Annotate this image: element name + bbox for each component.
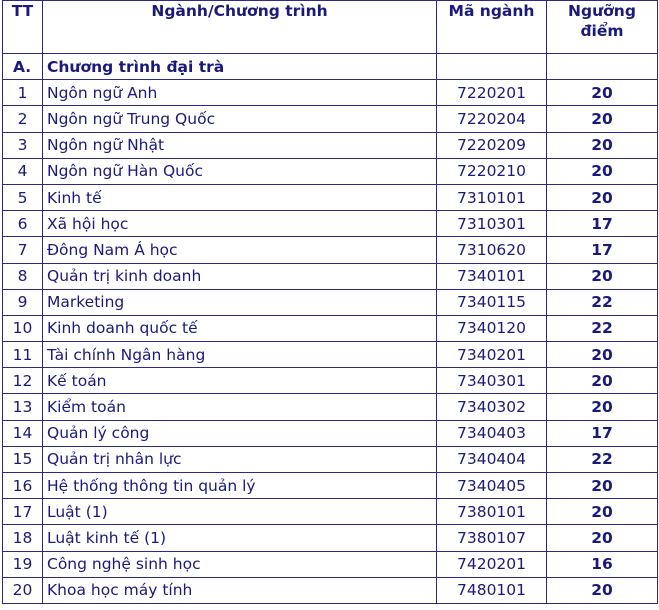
table-row bbox=[3, 184, 658, 210]
row-program-name: Luật (1) bbox=[43, 499, 437, 525]
row-score: 20 bbox=[547, 80, 658, 106]
row-program-name: Kiểm toán bbox=[43, 394, 437, 420]
row-tt: 4 bbox=[3, 158, 43, 184]
section-title: Chương trình đại trà bbox=[43, 54, 437, 80]
row-score: 20 bbox=[547, 473, 658, 499]
table-row bbox=[3, 551, 658, 577]
row-tt: 2 bbox=[3, 106, 43, 132]
section-empty-code bbox=[437, 54, 547, 80]
row-tt: 12 bbox=[3, 368, 43, 394]
row-program-name: Công nghệ sinh học bbox=[43, 551, 437, 577]
table-row bbox=[3, 237, 658, 263]
row-tt: 10 bbox=[3, 315, 43, 341]
row-program-code: 7340120 bbox=[437, 315, 547, 341]
header-program: Ngành/Chương trình bbox=[43, 1, 437, 54]
row-tt: 18 bbox=[3, 525, 43, 551]
row-program-code: 7220209 bbox=[437, 132, 547, 158]
table-row bbox=[3, 525, 658, 551]
row-program-code: 7220210 bbox=[437, 158, 547, 184]
row-score: 20 bbox=[547, 106, 658, 132]
row-program-code: 7480101 bbox=[437, 577, 547, 603]
table-header-row bbox=[3, 1, 658, 54]
row-program-code: 7310101 bbox=[437, 184, 547, 210]
row-program-code: 7340101 bbox=[437, 263, 547, 289]
row-score: 22 bbox=[547, 446, 658, 472]
header-tt: TT bbox=[3, 1, 43, 54]
row-tt: 17 bbox=[3, 499, 43, 525]
row-program-code: 7220201 bbox=[437, 80, 547, 106]
row-program-name: Ngôn ngữ Hàn Quốc bbox=[43, 158, 437, 184]
row-program-name: Quản trị nhân lực bbox=[43, 446, 437, 472]
row-program-code: 7340404 bbox=[437, 446, 547, 472]
row-score: 20 bbox=[547, 368, 658, 394]
table-row bbox=[3, 289, 658, 315]
row-program-code: 7340403 bbox=[437, 420, 547, 446]
row-program-code: 7340405 bbox=[437, 473, 547, 499]
row-program-code: 7340201 bbox=[437, 342, 547, 368]
row-score: 20 bbox=[547, 132, 658, 158]
table-row bbox=[3, 368, 658, 394]
row-program-name: Marketing bbox=[43, 289, 437, 315]
header-score-line2: điểm bbox=[580, 22, 624, 40]
row-score: 17 bbox=[547, 420, 658, 446]
admission-score-table bbox=[2, 0, 658, 604]
row-tt: 5 bbox=[3, 184, 43, 210]
row-program-name: Ngôn ngữ Nhật bbox=[43, 132, 437, 158]
table-row bbox=[3, 211, 658, 237]
row-tt: 20 bbox=[3, 577, 43, 603]
row-tt: 14 bbox=[3, 420, 43, 446]
row-score: 20 bbox=[547, 158, 658, 184]
row-tt: 9 bbox=[3, 289, 43, 315]
row-score: 17 bbox=[547, 211, 658, 237]
row-score: 20 bbox=[547, 394, 658, 420]
row-score: 17 bbox=[547, 237, 658, 263]
table-row bbox=[3, 80, 658, 106]
row-score: 22 bbox=[547, 315, 658, 341]
row-score: 22 bbox=[547, 289, 658, 315]
row-score: 20 bbox=[547, 184, 658, 210]
row-score: 20 bbox=[547, 525, 658, 551]
row-program-name: Kinh doanh quốc tế bbox=[43, 315, 437, 341]
table-row bbox=[3, 420, 658, 446]
row-program-name: Tài chính Ngân hàng bbox=[43, 342, 437, 368]
table-row bbox=[3, 158, 658, 184]
table-row bbox=[3, 263, 658, 289]
row-program-name: Quản trị kinh doanh bbox=[43, 263, 437, 289]
row-program-name: Đông Nam Á học bbox=[43, 237, 437, 263]
row-program-name: Kế toán bbox=[43, 368, 437, 394]
section-empty-score bbox=[547, 54, 658, 80]
row-program-code: 7220204 bbox=[437, 106, 547, 132]
row-program-name: Hệ thống thông tin quản lý bbox=[43, 473, 437, 499]
row-program-code: 7420201 bbox=[437, 551, 547, 577]
row-program-name: Ngôn ngữ Trung Quốc bbox=[43, 106, 437, 132]
row-tt: 11 bbox=[3, 342, 43, 368]
section-row bbox=[3, 54, 658, 80]
table-row bbox=[3, 315, 658, 341]
row-program-name: Kinh tế bbox=[43, 184, 437, 210]
row-program-code: 7310301 bbox=[437, 211, 547, 237]
table-row bbox=[3, 499, 658, 525]
row-score: 20 bbox=[547, 577, 658, 603]
row-tt: 13 bbox=[3, 394, 43, 420]
row-program-name: Luật kinh tế (1) bbox=[43, 525, 437, 551]
row-tt: 8 bbox=[3, 263, 43, 289]
row-program-code: 7340301 bbox=[437, 368, 547, 394]
row-score: 16 bbox=[547, 551, 658, 577]
row-program-name: Xã hội học bbox=[43, 211, 437, 237]
row-program-code: 7380101 bbox=[437, 499, 547, 525]
row-tt: 1 bbox=[3, 80, 43, 106]
row-program-name: Khoa học máy tính bbox=[43, 577, 437, 603]
table-row bbox=[3, 577, 658, 603]
row-score: 20 bbox=[547, 499, 658, 525]
header-code: Mã ngành bbox=[437, 1, 547, 54]
row-program-name: Ngôn ngữ Anh bbox=[43, 80, 437, 106]
row-tt: 3 bbox=[3, 132, 43, 158]
row-tt: 6 bbox=[3, 211, 43, 237]
row-tt: 7 bbox=[3, 237, 43, 263]
table-row bbox=[3, 342, 658, 368]
header-score-line1: Ngưỡng bbox=[568, 2, 636, 20]
header-score bbox=[547, 1, 658, 54]
row-tt: 16 bbox=[3, 473, 43, 499]
table-row bbox=[3, 106, 658, 132]
table-row bbox=[3, 394, 658, 420]
table-row bbox=[3, 473, 658, 499]
row-program-code: 7340115 bbox=[437, 289, 547, 315]
row-program-code: 7310620 bbox=[437, 237, 547, 263]
row-score: 20 bbox=[547, 263, 658, 289]
row-score: 20 bbox=[547, 342, 658, 368]
section-label: A. bbox=[3, 54, 43, 80]
row-tt: 19 bbox=[3, 551, 43, 577]
table-row bbox=[3, 132, 658, 158]
row-tt: 15 bbox=[3, 446, 43, 472]
table-row bbox=[3, 446, 658, 472]
row-program-code: 7380107 bbox=[437, 525, 547, 551]
row-program-name: Quản lý công bbox=[43, 420, 437, 446]
row-program-code: 7340302 bbox=[437, 394, 547, 420]
